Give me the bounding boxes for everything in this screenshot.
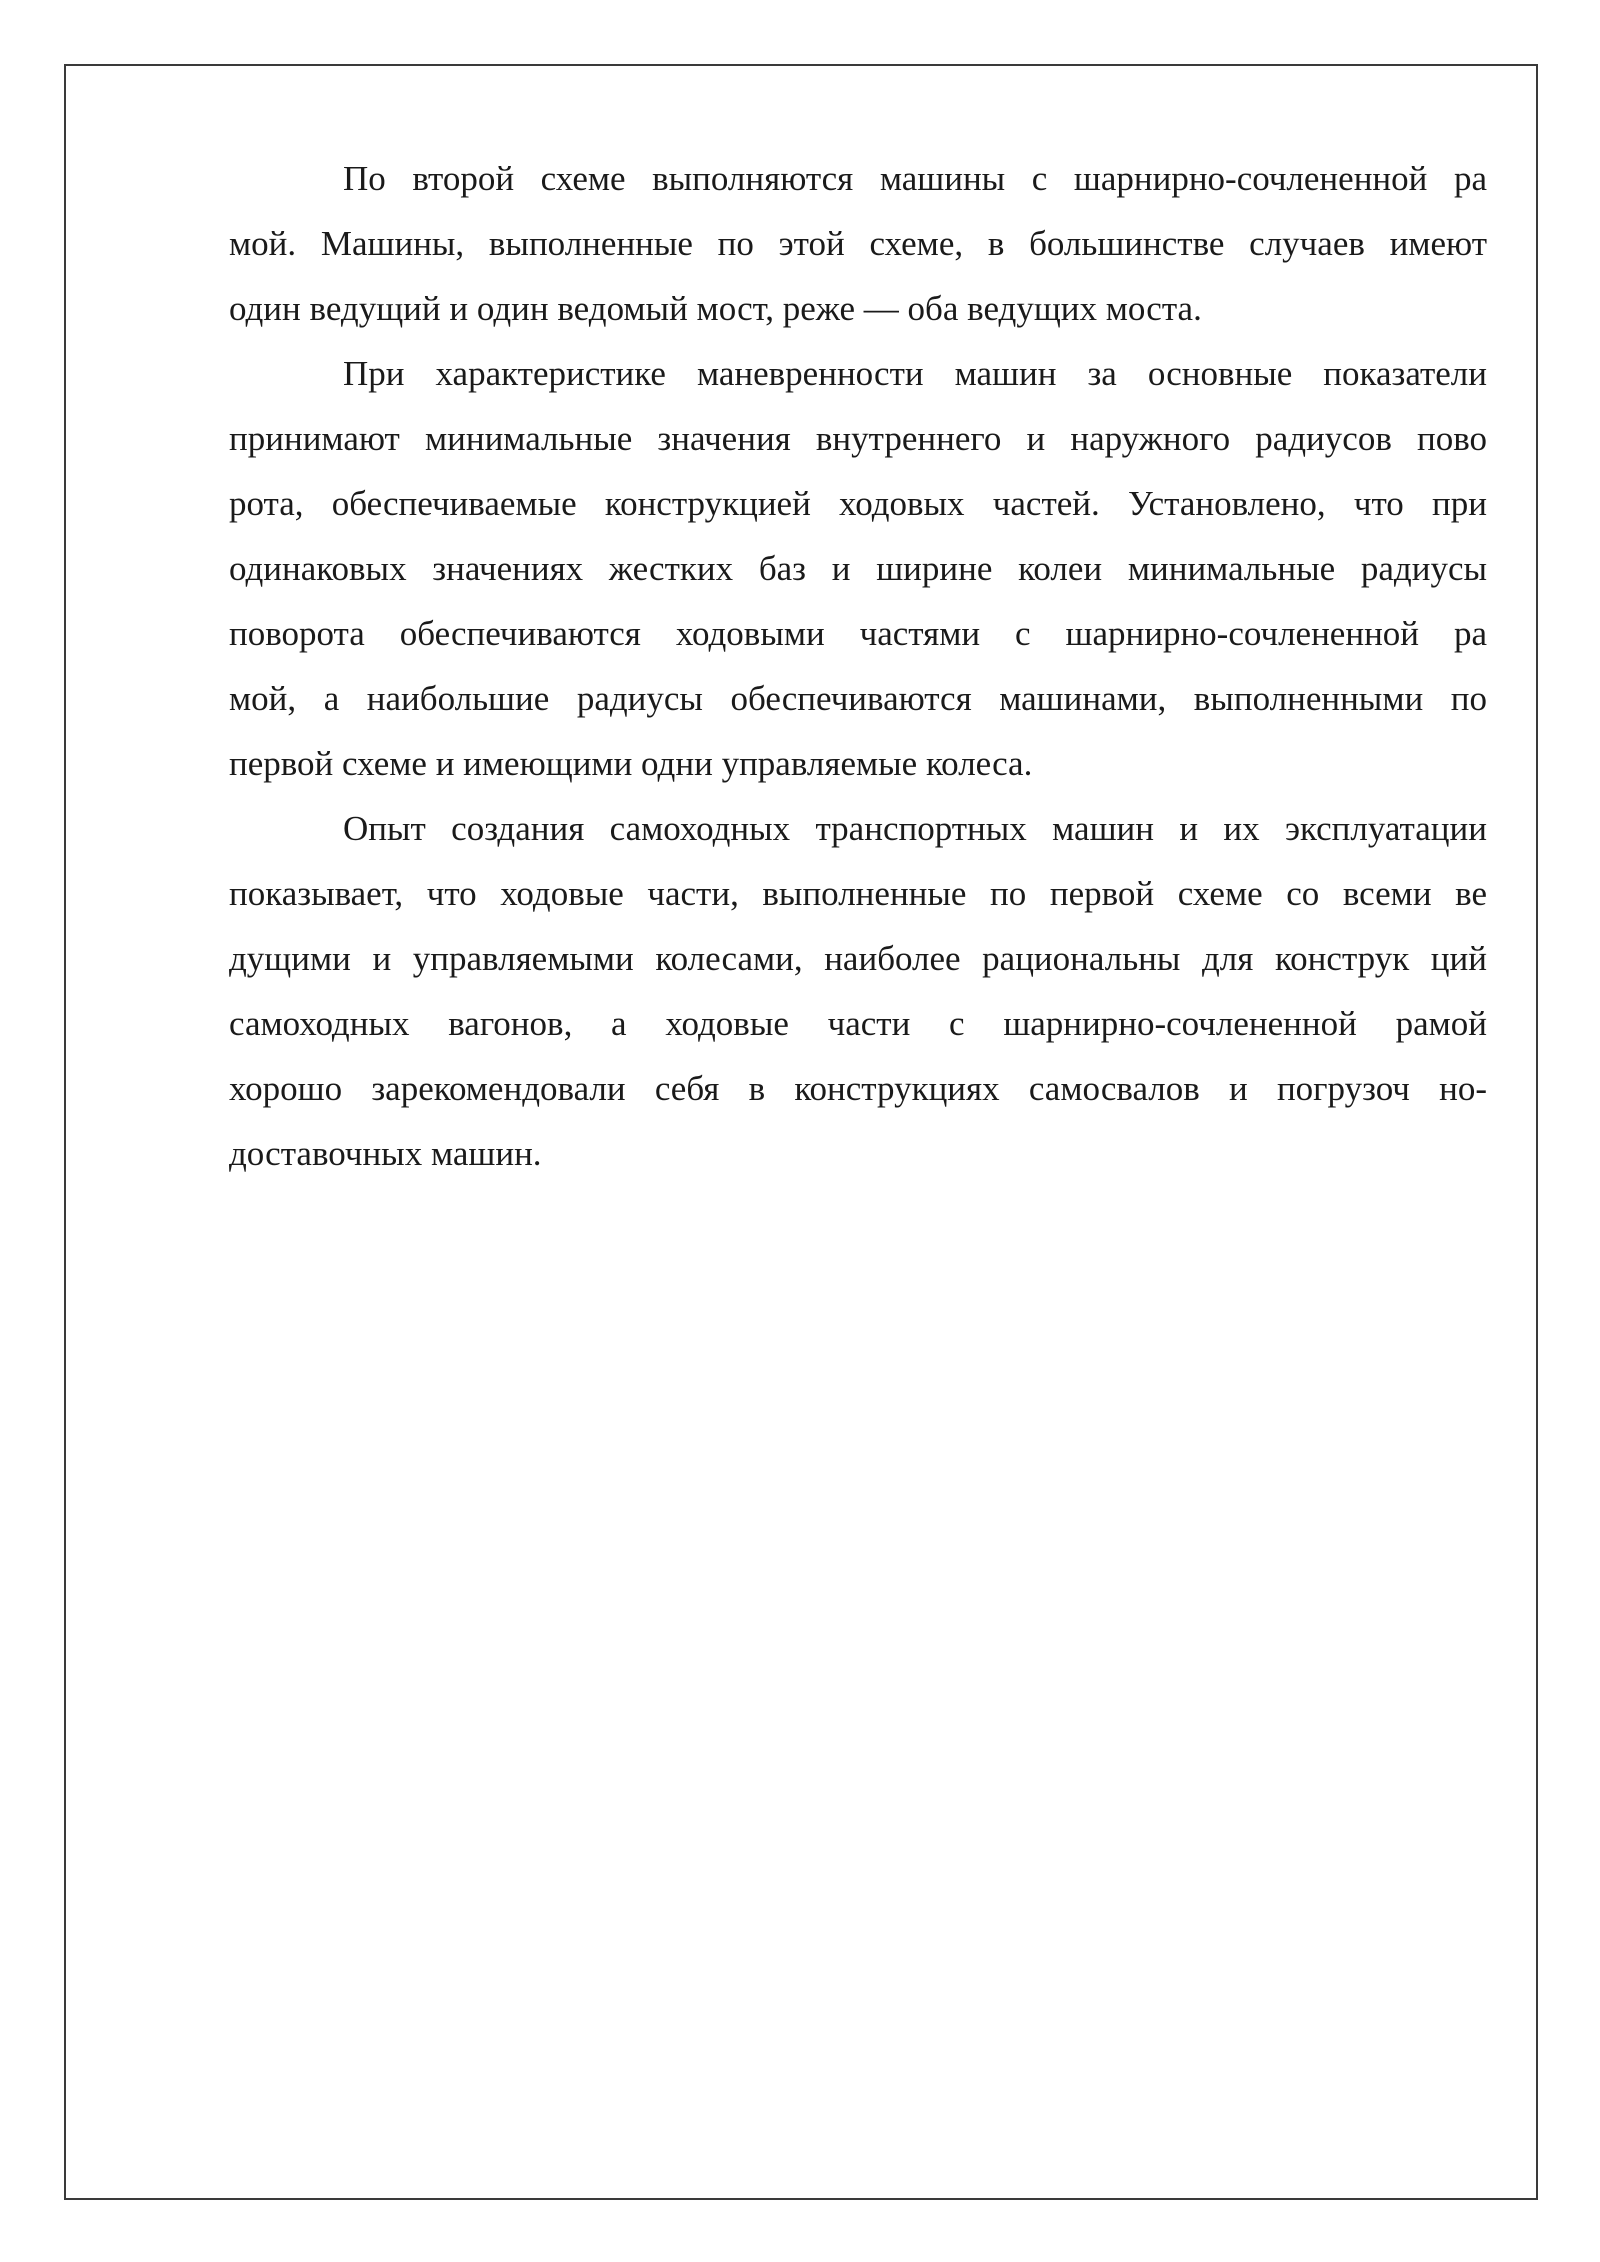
paragraph-3-line-2: показывает, что ходовые части, выполненные по первой схеме со всеми ве <box>229 874 1487 913</box>
paragraph-2-line-7: первой схеме и имеющими одни управляемые колеса. <box>229 744 1033 783</box>
paragraph-1-line-3: один ведущий и один ведомый мост, реже — оба ведущих моста. <box>229 289 1202 328</box>
paragraph-3-line-4: самоходных вагонов, а ходовые части с шарнирно-сочлененной рамой <box>229 1004 1487 1043</box>
paragraph-1-line-2: мой. Машины, выполненные по этой схеме, в большинстве случаев имеют <box>229 224 1487 263</box>
paragraph-2-line-4: одинаковых значениях жестких баз и ширине колеи минимальные радиусы <box>229 549 1487 588</box>
paragraph-2-line-6: мой, а наибольшие радиусы обеспечиваются машинами, выполненными по <box>229 679 1487 718</box>
paragraph-2-line-3: рота, обеспечиваемые конструкцией ходовых частей. Установлено, что при <box>229 484 1487 523</box>
paragraph-2-line-1: При характеристике маневренности машин за основные показатели <box>343 354 1487 393</box>
paragraph-3-line-1: Опыт создания самоходных транспортных машин и их эксплуатации <box>343 809 1487 848</box>
document-body <box>229 146 1487 1186</box>
paragraph-3-line-6: доставочных машин. <box>229 1134 542 1173</box>
paragraph-1-line-1: По второй схеме выполняются машины с шарнирно-сочлененной ра <box>343 159 1487 198</box>
paragraph-2-line-5: поворота обеспечиваются ходовыми частями с шарнирно-сочлененной ра <box>229 614 1487 653</box>
paragraph-3-line-3: дущими и управляемыми колесами, наиболее рациональны для конструк ций <box>229 939 1487 978</box>
paragraph-2-line-2: принимают минимальные значения внутреннего и наружного радиусов пово <box>229 419 1487 458</box>
paragraph-3-line-5: хорошо зарекомендовали себя в конструкциях самосвалов и погрузоч но- <box>229 1069 1487 1108</box>
